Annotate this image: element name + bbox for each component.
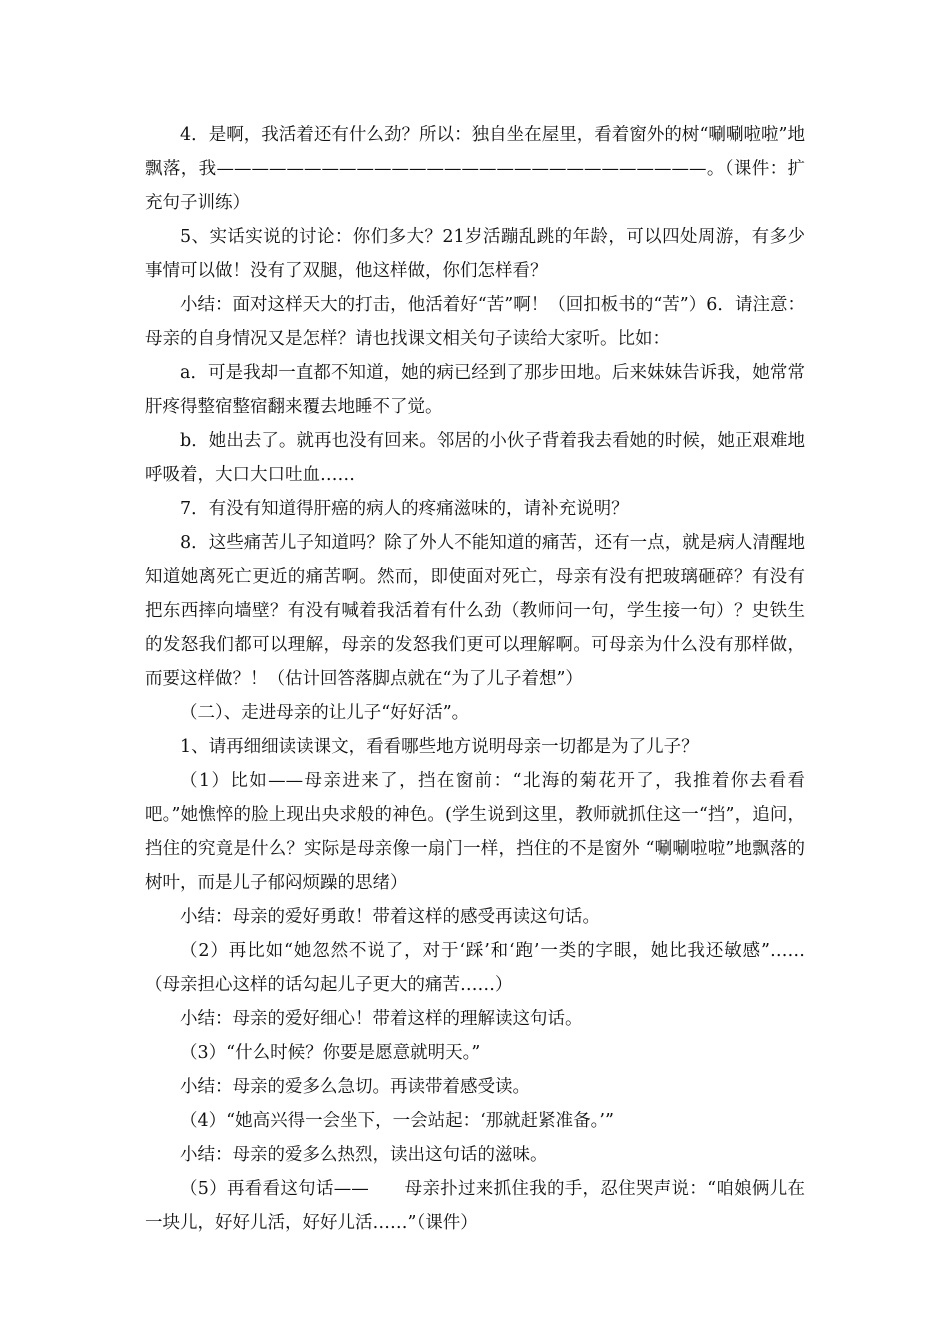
paragraph-summary-1: 小结：母亲的爱好勇敢！带着这样的感受再读这句话。 xyxy=(180,907,600,927)
paragraph-item-7: 7．有没有知道得肝癌的病人的疼痛滋味的，请补充说明？ xyxy=(180,499,629,519)
paragraph-quote-b: b．她出去了。就再也没有回来。邻居的小伙子背着我去看她的时候，她正艰难地呼吸着，大口大口吐血…… xyxy=(145,431,805,485)
section-heading-2: （二）、走进母亲的让儿子“好好活”。 xyxy=(180,703,470,723)
paragraph-summary-6: 小结：面对这样天大的打击，他活着好“苦”啊！（回扣板书的“苦”）6．请注意：母亲的自身情况又是怎样？请也找课文相关句子读给大家听。比如： xyxy=(145,295,805,349)
paragraph-summary-2: 小结：母亲的爱好细心！带着这样的理解读这句话。 xyxy=(180,1009,583,1029)
paragraph-quote-a: a．可是我却一直都不知道，她的病已经到了那步田地。后来妹妹告诉我，她常常肝疼得整宿整宿翻来覆去地睡不了觉。 xyxy=(145,363,805,417)
paragraph-example-3: （3）“什么时候？你要是愿意就明天。” xyxy=(180,1043,481,1063)
paragraph-item-8: 8．这些痛苦儿子知道吗？除了外人不能知道的痛苦，还有一点，就是病人清醒地知道她离死亡更近的痛苦啊。然而，即使面对死亡，母亲有没有把玻璃砸碎？有没有把东西摔向墙壁？有没有喊着我活着有什么劲（教师问一句，学生接一句）？史铁生的发怒我们都可以理解，母亲的发怒我们更可以理解啊。可母亲为什么没有那样做，而要这样做？！（估计回答落脚点就在“为了儿子着想”） xyxy=(145,533,805,689)
paragraph-example-2: （2）再比如“她忽然不说了，对于‘踩’和‘跑’一类的字眼，她比我还敏感”……（母亲担心这样的话勾起儿子更大的痛苦……） xyxy=(145,941,805,995)
paragraph-summary-3: 小结：母亲的爱多么急切。再读带着感受读。 xyxy=(180,1077,530,1097)
paragraph-task-1: 1、请再细细读读课文，看看哪些地方说明母亲一切都是为了儿子？ xyxy=(180,737,699,757)
paragraph-example-4: （4）“她高兴得一会坐下，一会站起：‘那就赶紧准备。’” xyxy=(180,1111,614,1131)
paragraph-example-5: （5）再看看这句话—— 母亲扑过来抓住我的手，忍住哭声说：“咱娘俩儿在一块儿，好好儿活，好好儿活……”（课件） xyxy=(145,1179,805,1233)
paragraph-item-5: 5、实话实说的讨论：你们多大？21岁活蹦乱跳的年龄，可以四处周游，有多少事情可以做！没有了双腿，他这样做，你们怎样看？ xyxy=(145,227,805,281)
paragraph-summary-4: 小结：母亲的爱多么热烈，读出这句话的滋味。 xyxy=(180,1145,548,1165)
document-body xyxy=(145,118,805,1240)
paragraph-item-4: 4．是啊，我活着还有什么劲？所以：独自坐在屋里，看着窗外的树“唰唰啦啦”地飘落，我————————————————————————————。（课件：扩充句子训练） xyxy=(145,125,805,213)
paragraph-example-1: （1）比如——母亲进来了，挡在窗前：“北海的菊花开了，我推着你去看看吧。”她憔悴的脸上现出央求般的神色。(学生说到这里，教师就抓住这一“挡”，追问，挡住的究竟是什么？实际是母亲像一扇门一样，挡住的不是窗外 “唰唰啦啦”地飘落的树叶，而是儿子郁闷烦躁的思绪） xyxy=(145,771,805,893)
